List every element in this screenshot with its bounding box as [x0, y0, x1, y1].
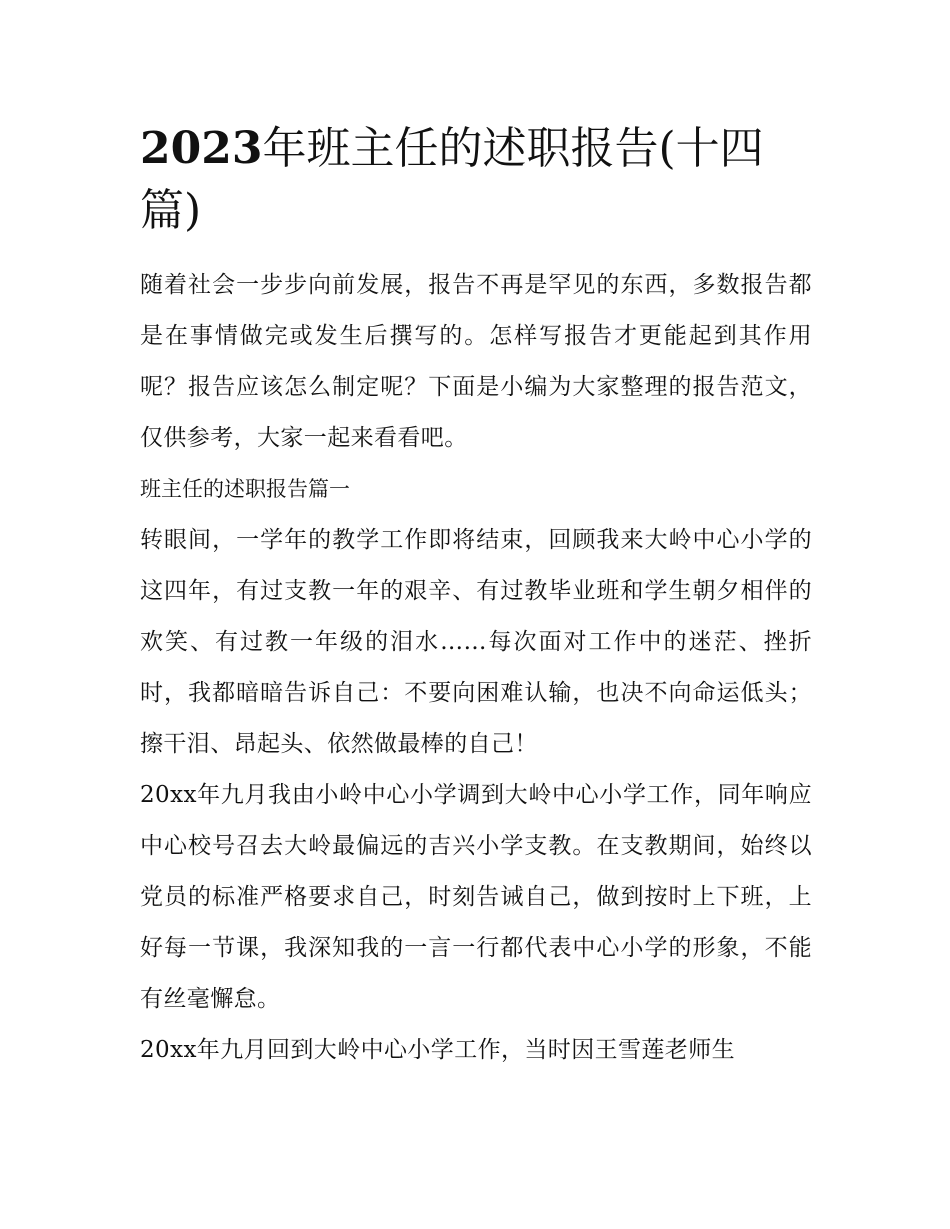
document-title [140, 118, 812, 242]
body-paragraph-2: 20xx年九月我由小岭中心小学调到大岭中心小学工作，同年响应中心校号召去大岭最偏远的吉兴小学支教。在支教期间，始终以党员的标准严格要求自己，时刻告诫自己，做到按时上下班，上好每一节课，我深知我的一言一行都代表中心小学的形象，不能有丝毫懈怠。 [140, 782, 812, 1012]
intro-paragraph: 随着社会一步步向前发展，报告不再是罕见的东西，多数报告都是在事情做完或发生后撰写的。怎样写报告才更能起到其作用呢？报告应该怎么制定呢？下面是小编为大家整理的报告范文，仅供参考，大家一起来看看吧。 [140, 272, 812, 451]
title-text: 年班主任的述职报告(十四篇) [140, 123, 764, 236]
document-body [140, 260, 812, 1076]
section-heading: 班主任的述职报告篇一 [140, 477, 350, 501]
title-year: 2023 [140, 123, 263, 174]
document-page [140, 118, 812, 1076]
body-paragraph-3: 20xx年九月回到大岭中心小学工作，当时因王雪莲老师生 [140, 1037, 736, 1063]
body-paragraph-1: 转眼间，一学年的教学工作即将结束，回顾我来大岭中心小学的这四年，有过支教一年的艰辛、有过教毕业班和学生朝夕相伴的欢笑、有过教一年级的泪水……每次面对工作中的迷茫、挫折时，我都暗暗告诉自己：不要向困难认输，也决不向命运低头；擦干泪、昂起头、依然做最棒的自己！ [140, 527, 812, 757]
